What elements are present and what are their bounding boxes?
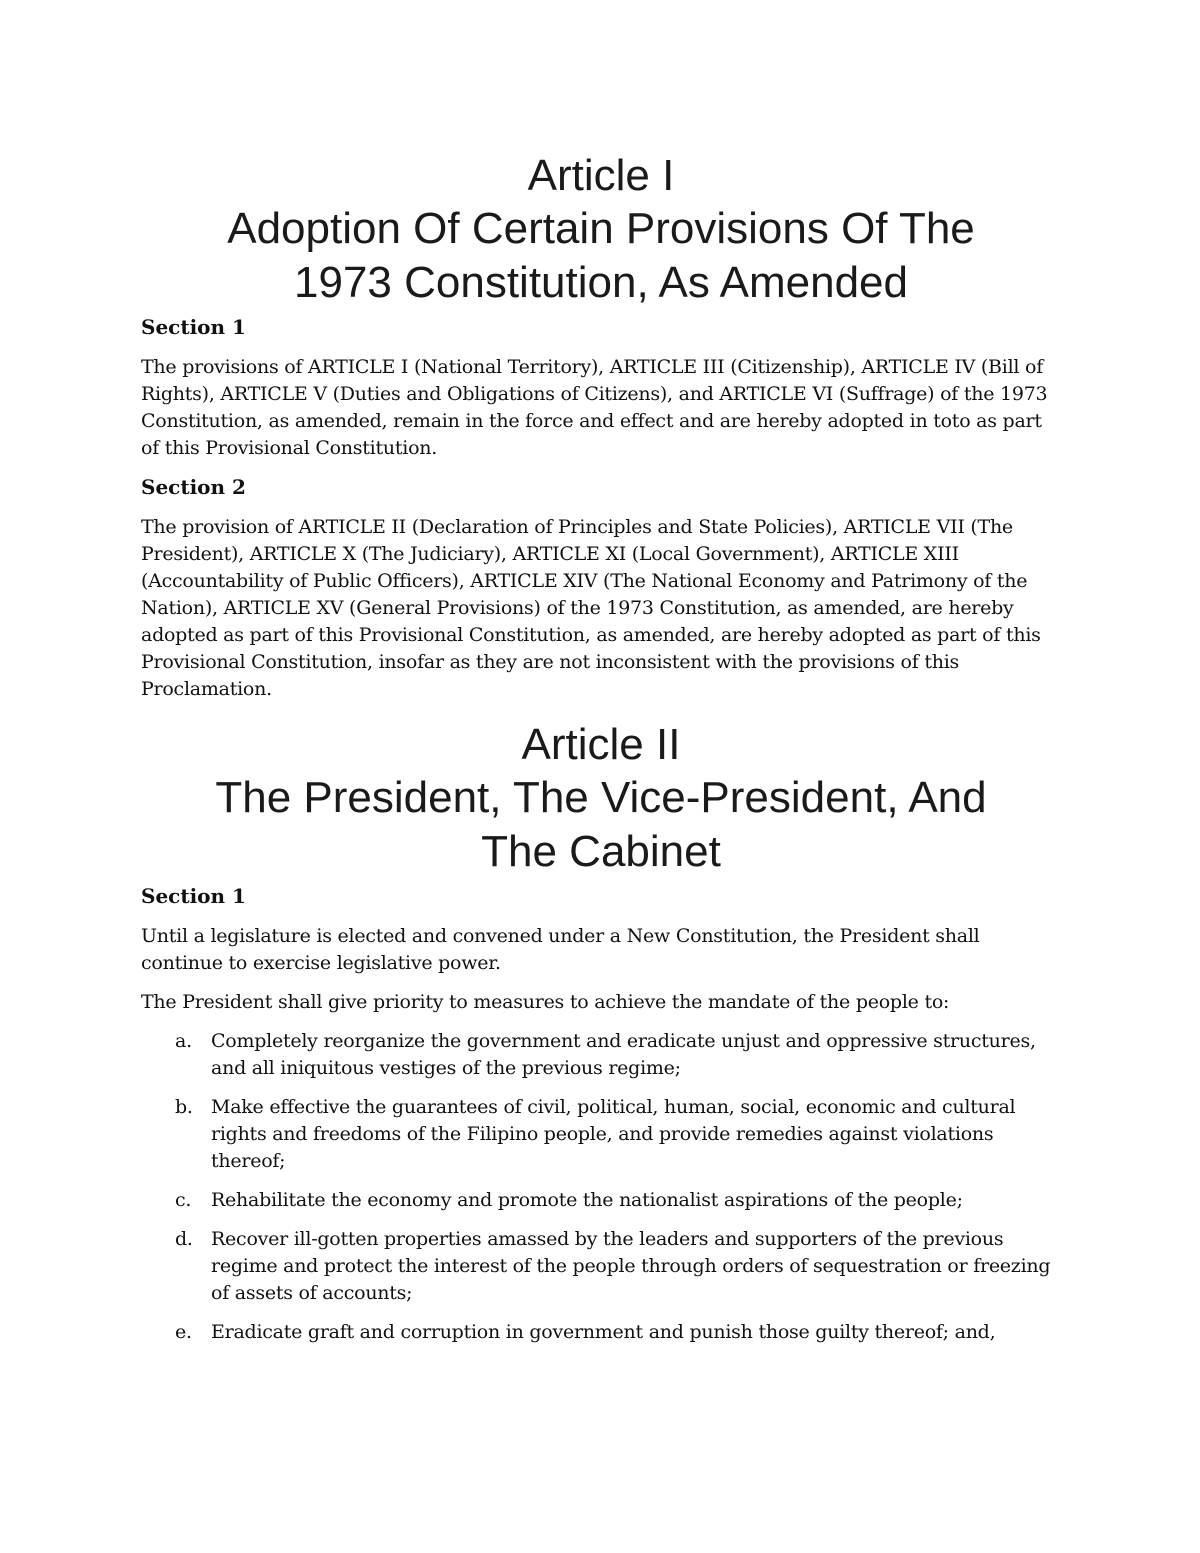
list-item-marker: c.	[175, 1189, 192, 1211]
article-2-section-1-para-2: The President shall give priority to measures to achieve the mandate of the people to:	[141, 991, 950, 1013]
list-item	[141, 1319, 1061, 1346]
list-item	[141, 1226, 1061, 1307]
document-page	[141, 150, 1061, 1358]
list-item-marker: b.	[175, 1096, 193, 1118]
article-1-subtitle-line-1: Adoption Of Certain Provisions Of The	[227, 204, 975, 253]
list-item-marker: a.	[175, 1030, 192, 1052]
list-item-text: Completely reorganize the government and eradicate unjust and oppressive structures, and all iniquitous vestiges of the previous regime;	[211, 1030, 1036, 1079]
list-item-marker: d.	[175, 1228, 193, 1250]
list-item-text: Eradicate graft and corruption in government and punish those guilty thereof; and,	[211, 1321, 996, 1343]
article-2-subtitle-line-1: The President, The Vice-President, And	[215, 773, 987, 822]
article-2-section-1-heading: Section 1	[141, 884, 246, 908]
list-item-text: Make effective the guarantees of civil, political, human, social, economic and cultural rights and freedoms of the Filipino people, and provide remedies against violations thereof;	[211, 1096, 1016, 1172]
article-1-title: Article I	[527, 151, 675, 200]
article-1-section-1-heading: Section 1	[141, 315, 246, 339]
list-item-text: Recover ill-gotten properties amassed by the leaders and supporters of the previous regime and protect the interest of the people through orders of sequestration or freezing of assets of accounts;	[211, 1228, 1051, 1304]
list-item-marker: e.	[175, 1321, 192, 1343]
mandate-list	[141, 1028, 1061, 1346]
list-item	[141, 1028, 1061, 1082]
article-1-section-2-text: The provision of ARTICLE II (Declaration of Principles and State Policies), ARTICLE VII (The President), ARTICLE X (The Judiciary), ARTICLE XI (Local Government), ARTICLE XIII (Accountability of Public Officers), ARTICLE XIV (The National Economy and Patrimony of the Nation), ARTICLE XV (General Provisions) of the 1973 Constitution, as amended, are hereby adopted as part of this Provisional Constitution, as amended, are hereby adopted as part of this Provisional Constitution, insofar as they are not inconsistent with the provisions of this Proclamation.	[141, 516, 1041, 700]
article-1-section-2-heading: Section 2	[141, 475, 246, 499]
list-item	[141, 1187, 1061, 1214]
article-1-section-1-text: The provisions of ARTICLE I (National Territory), ARTICLE III (Citizenship), ARTICLE IV (Bill of Rights), ARTICLE V (Duties and Obligations of Citizens), and ARTICLE VI (Suffrage) of the 1973 Constitution, as amended, remain in the force and effect and are hereby adopted in toto as part of this Provisional Constitution.	[141, 356, 1048, 459]
list-item	[141, 1094, 1061, 1175]
list-item-text: Rehabilitate the economy and promote the nationalist aspirations of the people;	[211, 1189, 963, 1211]
article-1-subtitle-line-2: 1973 Constitution, As Amended	[294, 258, 908, 307]
article-2-section-1-para-1: Until a legislature is elected and convened under a New Constitution, the President shall continue to exercise legislative power.	[141, 925, 980, 974]
article-2-subtitle-line-2: The Cabinet	[481, 827, 721, 876]
article-2-title: Article II	[521, 720, 681, 769]
